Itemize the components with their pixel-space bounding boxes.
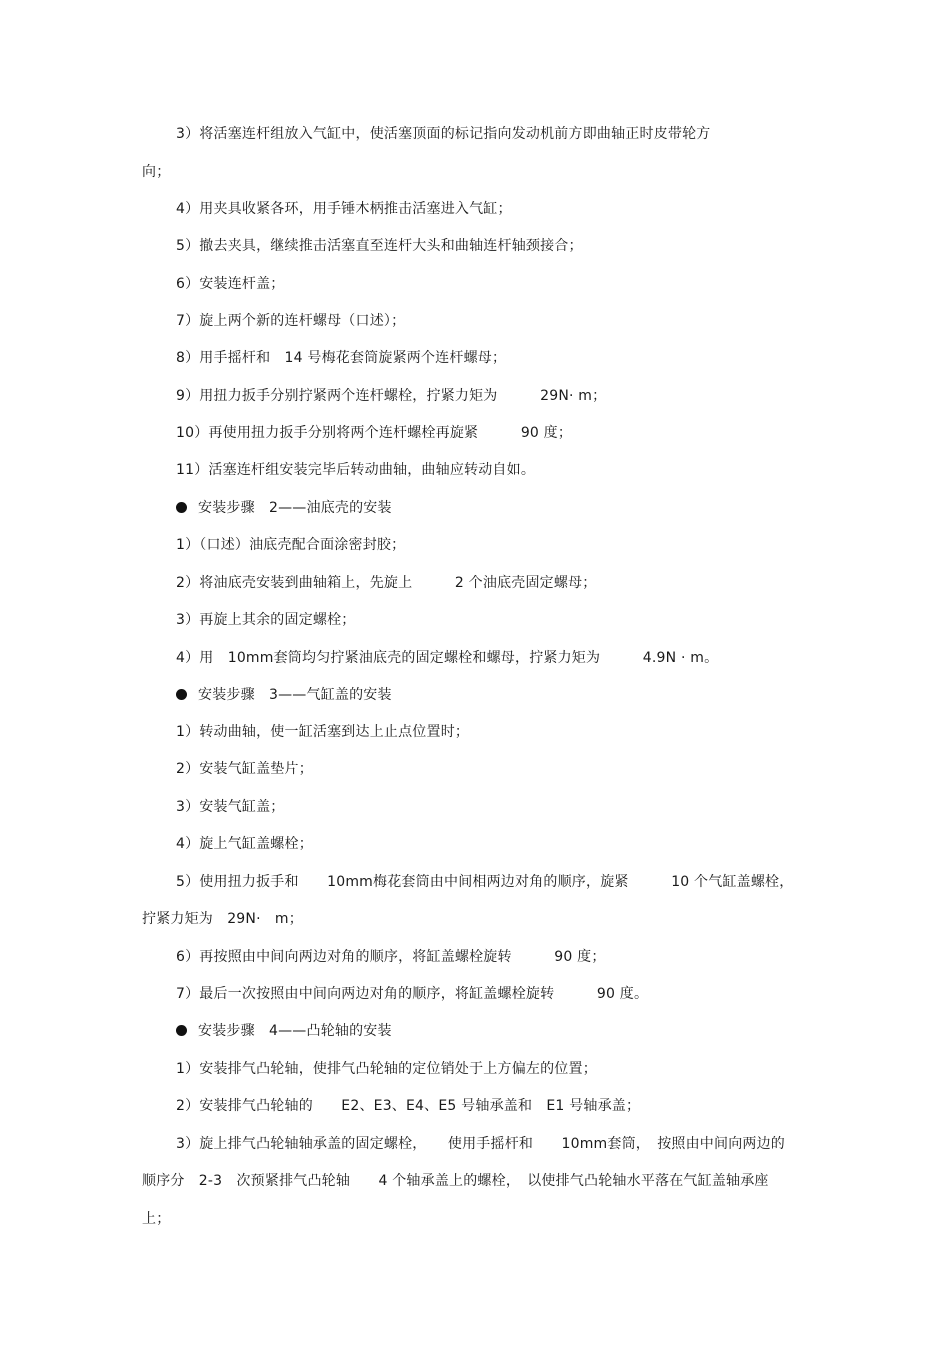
step-3-6: 6）再按照由中间向两边对角的顺序，将缸盖螺栓旋转 90 度；: [176, 949, 606, 965]
step-3-3: 3）安装气缸盖；: [176, 799, 285, 815]
step-1-11: 11）活塞连杆组安装完毕后转动曲轴，曲轴应转动自如。: [176, 462, 536, 478]
section-heading-2-text: 安装步骤 2——油底壳的安装: [198, 500, 392, 516]
step-2-4: 4）用 10mm套筒均匀拧紧油底壳的固定螺栓和螺母，拧紧力矩为 4.9N · m。: [176, 650, 719, 666]
step-1-10: 10）再使用扭力扳手分别将两个连杆螺栓再旋紧 90 度；: [176, 425, 573, 441]
section-heading-4-text: 安装步骤 4——凸轮轴的安装: [198, 1023, 392, 1039]
step-4-2: 2）安装排气凸轮轴的 E2、E3、E4、E5 号轴承盖和 E1 号轴承盖；: [176, 1098, 641, 1114]
bullet-icon: [176, 1025, 187, 1036]
section-heading-3-text: 安装步骤 3——气缸盖的安装: [198, 687, 392, 703]
step-1-9: 9）用扭力扳手分别拧紧两个连杆螺栓，拧紧力矩为 29N· m；: [176, 388, 607, 404]
bullet-icon: [176, 689, 187, 700]
step-1-5: 5）撤去夹具，继续推击活塞直至连杆大头和曲轴连杆轴颈接合；: [176, 238, 583, 254]
step-2-3: 3）再旋上其余的固定螺栓；: [176, 612, 356, 628]
step-3-7: 7）最后一次按照由中间向两边对角的顺序，将缸盖螺栓旋转 90 度。: [176, 986, 649, 1002]
step-1-3-line-1: 3）将活塞连杆组放入气缸中，使活塞顶面的标记指向发动机前方即曲轴正时皮带轮方: [176, 126, 711, 142]
step-3-5-line-1: 5）使用扭力扳手和 10mm梅花套筒由中间相两边对角的顺序，旋紧 10 个气缸盖螺栓，: [176, 874, 794, 890]
step-1-7: 7）旋上两个新的连杆螺母（口述）；: [176, 313, 406, 329]
step-1-3-line-2: 向；: [142, 164, 171, 180]
section-heading-3: [176, 685, 392, 705]
step-4-1: 1）安装排气凸轮轴，使排气凸轮轴的定位销处于上方偏左的位置；: [176, 1061, 597, 1077]
step-3-2: 2）安装气缸盖垫片；: [176, 761, 313, 777]
step-3-5-line-2: 拧紧力矩为 29N· m；: [142, 911, 303, 927]
step-4-3-line-2: 顺序分 2-3 次预紧排气凸轮轴 4 个轴承盖上的螺栓， 以使排气凸轮轴水平落在气缸盖轴承座: [142, 1173, 769, 1189]
step-1-8: 8）用手摇杆和 14 号梅花套筒旋紧两个连杆螺母；: [176, 350, 507, 366]
bullet-icon: [176, 502, 187, 513]
step-3-1: 1）转动曲轴，使一缸活塞到达上止点位置时；: [176, 724, 470, 740]
section-heading-4: [176, 1021, 392, 1041]
step-4-3-line-3: 上；: [142, 1211, 171, 1227]
step-3-4: 4）旋上气缸盖螺栓；: [176, 836, 313, 852]
step-2-2: 2）将油底壳安装到曲轴箱上，先旋上 2 个油底壳固定螺母；: [176, 575, 597, 591]
step-1-4: 4）用夹具收紧各环，用手锤木柄推击活塞进入气缸；: [176, 201, 512, 217]
step-4-3-line-1: 3）旋上排气凸轮轴轴承盖的固定螺栓， 使用手摇杆和 10mm套筒， 按照由中间向两边的: [176, 1136, 785, 1152]
step-2-1: 1）（口述）油底壳配合面涂密封胶；: [176, 537, 406, 553]
step-1-6: 6）安装连杆盖；: [176, 276, 285, 292]
section-heading-2: [176, 498, 392, 518]
